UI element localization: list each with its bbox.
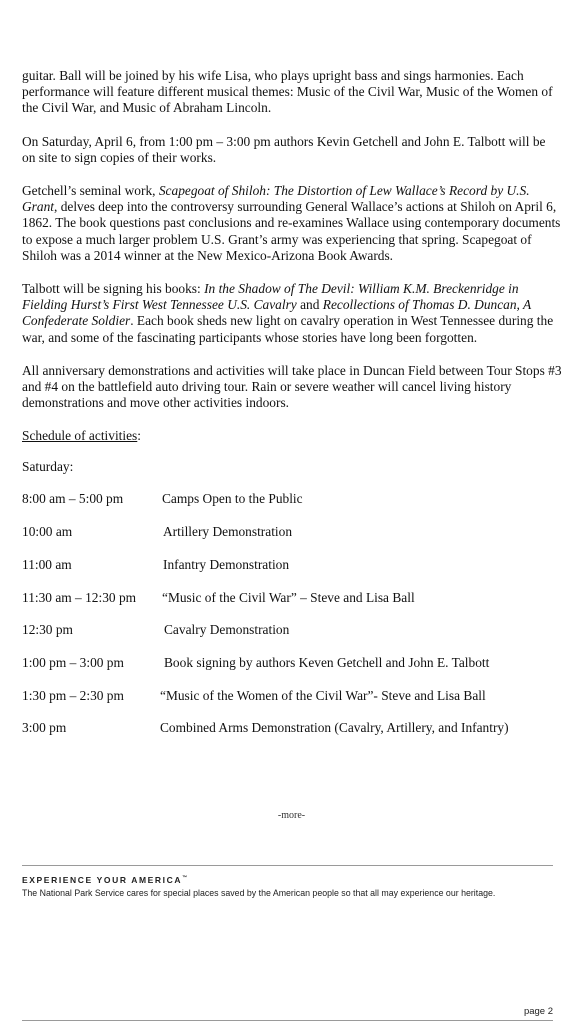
paragraph-location: All anniversary demonstrations and activities will take place in Duncan Field between Tour Stops #3 and #4 on the battlefield auto driving tour. Rain or severe weather will cancel living history demonstrations and move other activities indoors. [22, 362, 562, 411]
schedule-time: 11:00 am [22, 556, 72, 572]
page-number: page 2 [523, 1006, 553, 1017]
schedule-activity: “Music of the Women of the Civil War”- Steve and Lisa Ball [160, 687, 486, 703]
footer-divider-top [22, 865, 553, 866]
trademark-symbol: ™ [182, 875, 188, 881]
paragraph-getchell [22, 183, 562, 264]
schedule-activity: “Music of the Civil War” – Steve and Lisa Ball [162, 589, 415, 605]
schedule-row [22, 524, 562, 540]
schedule-time: 12:30 pm [22, 622, 73, 638]
schedule-row [22, 688, 562, 704]
schedule-activity: Cavalry Demonstration [164, 622, 290, 638]
more-marker: -more- [277, 810, 306, 821]
text-and: and [296, 297, 323, 313]
schedule-time: 11:30 am – 12:30 pm [22, 589, 137, 605]
text-rest: , delves deep into the controversy surrounding General Wallace’s actions at Shiloh on April 6, 1862. The book questions past conclusions and re-examines Wallace using contemporary documents to expose a much larger problem U.S. Grant’s army was experiencing that spring. Scapegoat of Shiloh was a 2014 winner at the New Mexico-Arizona Book Awards. [22, 199, 561, 263]
schedule-row [22, 655, 562, 671]
schedule-time: 10:00 am [22, 524, 73, 540]
schedule-heading-text: Schedule of activities [22, 428, 138, 444]
schedule-day: Saturday: [22, 459, 74, 475]
schedule-time: 1:00 pm – 3:00 pm [22, 654, 124, 670]
footer-divider-bottom [22, 1020, 553, 1021]
text-rest: . Each book sheds new light on cavalry operation in West Tennessee during the war, and some of the fascinating participants whose stories have long been forgotten. [22, 313, 554, 345]
document-body [22, 68, 562, 753]
schedule-row [22, 720, 562, 736]
book-title-recollections: Recollections of Thomas D. Duncan, A Confederate Soldier [22, 297, 531, 329]
book-title-scapegoat: Scapegoat of Shiloh: The Distortion of Lew Wallace’s Record by U.S. Grant [22, 183, 530, 215]
schedule-activity: Book signing by authors Keven Getchell and John E. Talbott [164, 654, 490, 670]
schedule-time: 8:00 am – 5:00 pm [22, 491, 124, 507]
schedule-heading [22, 428, 562, 444]
paragraph-music-themes: guitar. Ball will be joined by his wife Lisa, who plays upright bass and sings harmonies. Each performance will feature different musical themes: Music of the Civil War, Music of the Women of the Civil War, and Music of Abraham Lincoln. [22, 68, 553, 116]
paragraph-book-signing: On Saturday, April 6, from 1:00 pm – 3:00 pm authors Kevin Getchell and John E. Talbott will be on site to sign copies of their works. [22, 133, 546, 165]
schedule-activity: Artillery Demonstration [163, 524, 293, 540]
schedule-time: 1:30 pm – 2:30 pm [22, 687, 124, 703]
schedule-activity: Camps Open to the Public [162, 491, 303, 507]
nps-tagline-text: EXPERIENCE YOUR AMERICA [22, 875, 183, 885]
schedule-time: 3:00 pm [22, 720, 67, 736]
nps-statement: The National Park Service cares for special places saved by the American people so that all may experience our heritage. [22, 888, 496, 898]
book-title-shadow: In the Shadow of The Devil: William K.M. Breckenridge in Fielding Hurst’s First West Tennessee U.S. Cavalry [22, 281, 519, 313]
schedule-activity: Combined Arms Demonstration (Cavalry, Artillery, and Infantry) [160, 720, 509, 736]
schedule-row [22, 622, 562, 638]
text-lead: Talbott will be signing his books: [22, 281, 205, 297]
schedule-row [22, 557, 562, 573]
text-lead: Getchell’s seminal work, [22, 183, 159, 199]
schedule-activity: Infantry Demonstration [163, 556, 290, 572]
schedule-heading-colon: : [137, 428, 142, 444]
paragraph-talbott [22, 281, 562, 346]
schedule-row [22, 590, 562, 606]
schedule-row [22, 491, 562, 507]
nps-tagline [22, 875, 187, 885]
